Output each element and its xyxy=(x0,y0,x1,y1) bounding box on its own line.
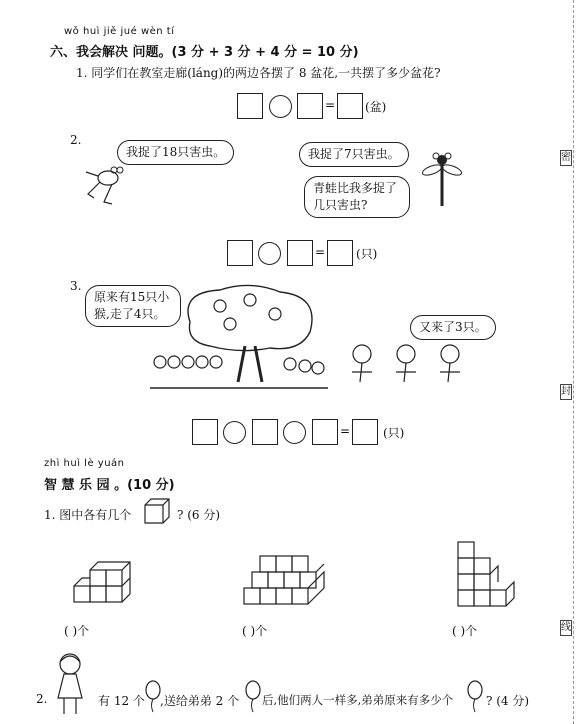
w1-blank-1[interactable]: ( )个 xyxy=(64,624,90,638)
q3-unit: (只) xyxy=(383,426,405,440)
w1-blank-2[interactable]: ( )个 xyxy=(242,624,268,638)
q3-answer-box-result[interactable] xyxy=(352,419,378,445)
q3-answer-box-3[interactable] xyxy=(312,419,338,445)
w1-text-after: ? (6 分) xyxy=(177,508,221,522)
w2-number: 2. xyxy=(36,692,48,706)
q2-answer-box-2[interactable] xyxy=(287,240,313,266)
w2-text-d: ? (4 分) xyxy=(486,694,530,708)
cube-stack-1 xyxy=(62,558,142,608)
q1-text: 1. 同学们在教室走廊(láng)的两边各摆了 8 盆花,一共摆了多少盆花? xyxy=(76,66,441,80)
q1-answer-box-2[interactable] xyxy=(297,93,323,119)
seal-line-mark-1: 密 xyxy=(560,150,572,166)
dragonfly-illustration xyxy=(420,148,464,210)
q3-operator-circle-1[interactable] xyxy=(223,421,246,444)
seal-line-mark-2: 封 xyxy=(560,384,572,400)
frog-illustration xyxy=(82,158,130,208)
seal-line-mark-3: 线 xyxy=(560,620,572,636)
tree-with-monkeys-illustration xyxy=(150,282,330,394)
section6-pinyin: wǒ huì jiě jué wèn tí xyxy=(64,26,175,37)
q1-answer-box-result[interactable] xyxy=(337,93,363,119)
q2-number: 2. xyxy=(70,133,82,147)
w2-text-b: ,送给弟弟 2 个 xyxy=(160,694,240,708)
w1-blank-3[interactable]: ( )个 xyxy=(452,624,478,638)
monkeys-left-speech-bubble: 原来有15只小猴,走了4只。 xyxy=(85,285,181,327)
three-monkeys-illustration xyxy=(340,342,480,392)
q2-unit: (只) xyxy=(356,247,378,261)
q2-operator-circle[interactable] xyxy=(258,242,281,265)
cube-icon xyxy=(142,496,172,526)
q2-answer-box-1[interactable] xyxy=(227,240,253,266)
q2-equals-sign: = xyxy=(315,245,326,259)
q1-equals-sign: = xyxy=(325,98,336,112)
q3-number: 3. xyxy=(70,279,82,293)
wisdom-title: 智 慧 乐 园 。(10 分) xyxy=(44,478,175,493)
q3-answer-box-1[interactable] xyxy=(192,419,218,445)
girl-illustration xyxy=(50,650,90,718)
balloon-icon xyxy=(244,680,262,714)
dragonfly-speech-bubble: 我捉了7只害虫。 xyxy=(299,142,409,167)
frog-speech-bubble: 我捉了18只害虫。 xyxy=(117,140,234,165)
w2-text-a: 有 12 个 xyxy=(98,694,145,708)
q3-equals-sign: = xyxy=(340,424,351,438)
q3-answer-box-2[interactable] xyxy=(252,419,278,445)
dragonfly-question-bubble: 青蛙比我多捉了几只害虫? xyxy=(304,176,410,218)
q1-answer-box-1[interactable] xyxy=(237,93,263,119)
q1-operator-circle[interactable] xyxy=(269,95,292,118)
monkeys-right-speech-bubble: 又来了3只。 xyxy=(410,315,496,340)
w2-text-c: 后,他们两人一样多,弟弟原来有多少个 xyxy=(262,693,454,707)
seal-dashed-line xyxy=(573,0,574,724)
wisdom-pinyin: zhì huì lè yuán xyxy=(44,458,125,469)
q2-answer-box-result[interactable] xyxy=(327,240,353,266)
cube-stack-3 xyxy=(452,540,522,612)
section6-title: 六、我会解决 问题。(3 分 + 3 分 + 4 分 = 10 分) xyxy=(50,45,359,60)
w1-text-before: 1. 图中各有几个 xyxy=(44,508,132,522)
cube-stack-2 xyxy=(238,550,338,610)
q3-operator-circle-2[interactable] xyxy=(283,421,306,444)
q1-unit: (盆) xyxy=(365,100,387,114)
balloon-icon xyxy=(466,680,484,714)
